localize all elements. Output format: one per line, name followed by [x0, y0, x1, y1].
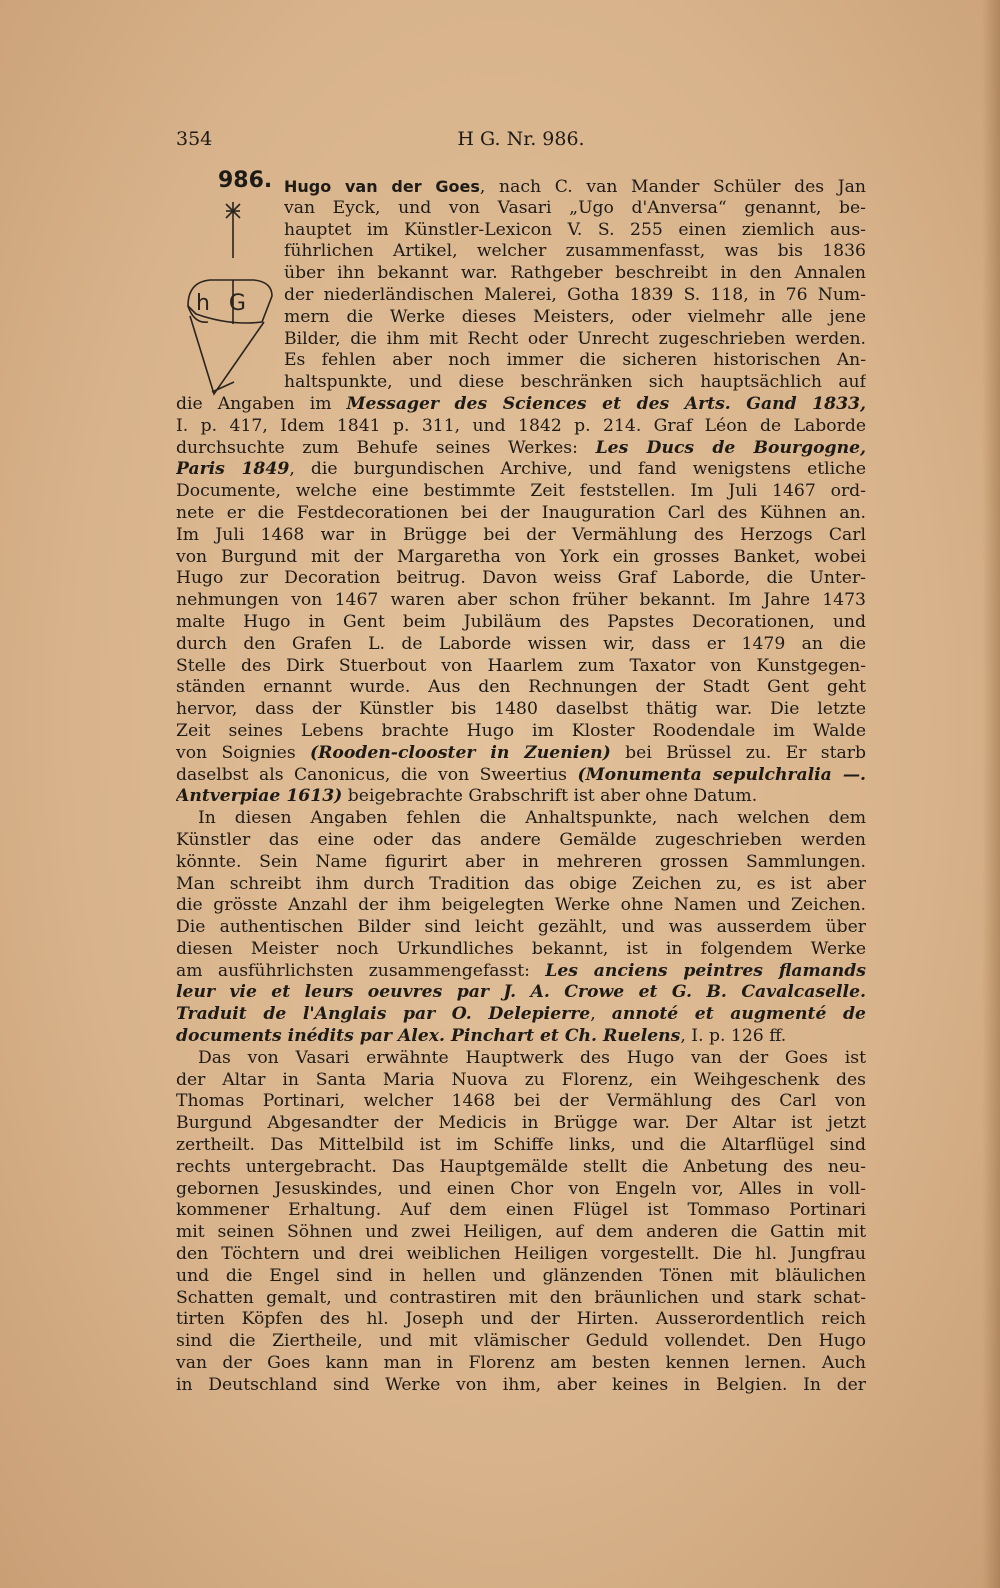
- text-line: tirten Köpfen des hl. Joseph und der Hirten. Ausserordentlich reich: [176, 1309, 866, 1330]
- citation-title: (Monumenta sepulchralia —.: [577, 764, 866, 785]
- text-line: Man schreibt ihm durch Tradition das obige Zeichen zu, es ist aber: [176, 873, 866, 894]
- paragraph-1: [176, 176, 866, 1397]
- text-line: I. p. 417, Idem 1841 p. 311, und 1842 p. 214. Graf Léon de Laborde: [176, 415, 866, 436]
- text-line: Hugo zur Decoration beitrug. Davon weiss Graf Laborde, die Unter-: [176, 568, 866, 589]
- text-line: daselbst als Canonicus, die von Sweertius (Monumenta sepulchralia —.: [176, 764, 866, 785]
- text-line: Im Juli 1468 war in Brügge bei der Vermählung des Herzogs Carl: [176, 524, 866, 545]
- text-line: mit seinen Söhnen und zwei Heiligen, auf dem anderen die Gattin mit: [176, 1222, 866, 1243]
- text-line: Zeit seines Lebens brachte Hugo im Kloster Roodendale im Walde: [176, 720, 866, 741]
- text-line: kommener Erhaltung. Auf dem einen Flügel ist Tommaso Portinari: [176, 1200, 866, 1221]
- text-line: Stelle des Dirk Stuerbout von Haarlem zum Taxator von Kunstgegen-: [176, 655, 866, 676]
- text-line: Bilder, die ihm mit Recht oder Unrecht zugeschrieben werden.: [284, 328, 866, 349]
- text-line: In diesen Angaben fehlen die Anhaltspunkte, nach welchen dem: [198, 808, 866, 829]
- text-line: den Töchtern und drei weiblichen Heiligen vorgestellt. Die hl. Jungfrau: [176, 1244, 866, 1265]
- text-line: Schatten gemalt, und contrastiren mit den bräunlichen und stark schat-: [176, 1287, 866, 1308]
- text-line: leur vie et leurs oeuvres par J. A. Crowe et G. B. Cavalcaselle.: [176, 982, 866, 1003]
- text-line: Documente, welche eine bestimmte Zeit feststellen. Im Juli 1467 ord-: [176, 481, 866, 502]
- entry-number: 986.: [218, 168, 273, 193]
- page-edge-shadow: [982, 0, 1000, 1588]
- text-line: hauptet im Künstler-Lexicon V. S. 255 einen ziemlich aus-: [284, 219, 866, 240]
- text-line: malte Hugo in Gent beim Jubiläum des Papstes Decorationen, und: [176, 611, 866, 632]
- text-line: könnte. Sein Name figurirt aber in mehreren grossen Sammlungen.: [176, 851, 866, 872]
- text-line: Thomas Portinari, welcher 1468 bei der Vermählung des Carl von: [176, 1091, 866, 1112]
- text-line: die grösste Anzahl der ihm beigelegten Werke ohne Namen und Zeichen.: [176, 895, 866, 916]
- text-line: durch den Grafen L. de Laborde wissen wir, dass er 1479 an die: [176, 633, 866, 654]
- text-line: van der Goes kann man in Florenz am besten kennen lernen. Auch: [176, 1353, 866, 1374]
- citation-title: documents inédits par Alex. Pinchart et Ch. Ruelens: [176, 1026, 681, 1047]
- text-line: Es fehlen aber noch immer die sicheren historischen An-: [284, 350, 866, 371]
- citation-title: Les anciens peintres flamands: [545, 960, 866, 981]
- running-title: H G. Nr. 986.: [457, 128, 585, 150]
- text-line: von Burgund mit der Margaretha von York ein grosses Banket, wobei: [176, 546, 866, 567]
- text-line: mern die Werke dieses Meisters, oder vielmehr alle jene: [284, 306, 866, 327]
- text-line: der niederländischen Malerei, Gotha 1839 S. 118, in 76 Num-: [284, 284, 866, 305]
- text-line: am ausführlichsten zusammengefasst: Les anciens peintres flamands: [176, 960, 866, 981]
- text-line: gebornen Jesuskindes, und einen Chor von Engeln vor, Alles in voll-: [176, 1178, 866, 1199]
- text-line: Antverpiae 1613) beigebrachte Grabschrift ist aber ohne Datum.: [176, 786, 758, 807]
- text-line: der Altar in Santa Maria Nuova zu Florenz, ein Weihgeschenk des: [176, 1069, 866, 1090]
- text-line: ständen ernannt wurde. Aus den Rechnungen der Stadt Gent geht: [176, 677, 866, 698]
- text-line: und die Engel sind in hellen und glänzenden Tönen mit bläulichen: [176, 1265, 866, 1286]
- text-line: haltspunkte, und diese beschränken sich hauptsächlich auf: [284, 372, 866, 393]
- text-line: Künstler das eine oder das andere Gemälde zugeschrieben werden: [176, 829, 866, 850]
- text-line: documents inédits par Alex. Pinchart et Ch. Ruelens, I. p. 126 ff.: [176, 1026, 787, 1047]
- page-number: 354: [176, 128, 213, 150]
- artist-name: Hugo van der Goes: [284, 177, 480, 196]
- text-line: führlichen Artikel, welcher zusammenfasst, was bis 1836: [284, 241, 866, 262]
- text-line: diesen Meister noch Urkundliches bekannt, ist in folgendem Werke: [176, 938, 866, 959]
- citation-title: Messager des Sciences et des Arts. Gand 1833,: [346, 393, 866, 414]
- text-line: rechts untergebracht. Das Hauptgemälde stellt die Anbetung des neu-: [176, 1156, 866, 1177]
- text-line: durchsuchte zum Behufe seines Werkes: Les Ducs de Bourgogne,: [176, 437, 866, 458]
- text-line: zertheilt. Das Mittelbild ist im Schiffe links, und die Altarflügel sind: [176, 1135, 866, 1156]
- citation-title: Les Ducs de Bourgogne,: [595, 437, 866, 458]
- text-line: hervor, dass der Künstler bis 1480 daselbst thätig war. Die letzte: [176, 699, 866, 720]
- text-line: Paris 1849, die burgundischen Archive, und fand wenigstens etliche: [176, 459, 866, 480]
- text-line: nete er die Festdecorationen bei der Inauguration Carl des Kühnen an.: [176, 502, 866, 523]
- citation-title: Paris 1849: [176, 459, 290, 480]
- text-line: von Soignies (Rooden-clooster in Zuenien) bei Brüssel zu. Er starb: [176, 742, 866, 763]
- citation-title: (Rooden-clooster in Zuenien): [310, 742, 611, 763]
- text-line: sind die Ziertheile, und mit vlämischer Geduld vollendet. Den Hugo: [176, 1331, 866, 1352]
- citation-title: Antverpiae 1613): [176, 786, 343, 807]
- monogram-letters: h G: [196, 291, 252, 316]
- page-header: [176, 128, 866, 158]
- text-line: Das von Vasari erwähnte Hauptwerk des Hugo van der Goes ist: [198, 1047, 866, 1068]
- text-line: nehmungen von 1467 waren aber schon früher bekannt. Im Jahre 1473: [176, 590, 866, 611]
- text-line: van Eyck, und von Vasari „Ugo d'Anversa“ genannt, be-: [284, 197, 866, 218]
- text-line: über ihn bekannt war. Rathgeber beschreibt in den Annalen: [284, 263, 866, 284]
- text-line: Traduit de l'Anglais par O. Delepierre, annoté et augmenté de: [176, 1004, 866, 1025]
- text-line: die Angaben im Messager des Sciences et des Arts. Gand 1833,: [176, 393, 866, 414]
- text-line: Hugo van der Goes, nach C. van Mander Schüler des Jan: [284, 177, 866, 197]
- text-line: in Deutschland sind Werke von ihm, aber keines in Belgien. In der: [176, 1374, 866, 1395]
- text-line: Burgund Abgesandter der Medicis in Brügge war. Der Altar ist jetzt: [176, 1113, 866, 1134]
- text-line: Die authentischen Bilder sind leicht gezählt, und was ausserdem über: [176, 917, 866, 938]
